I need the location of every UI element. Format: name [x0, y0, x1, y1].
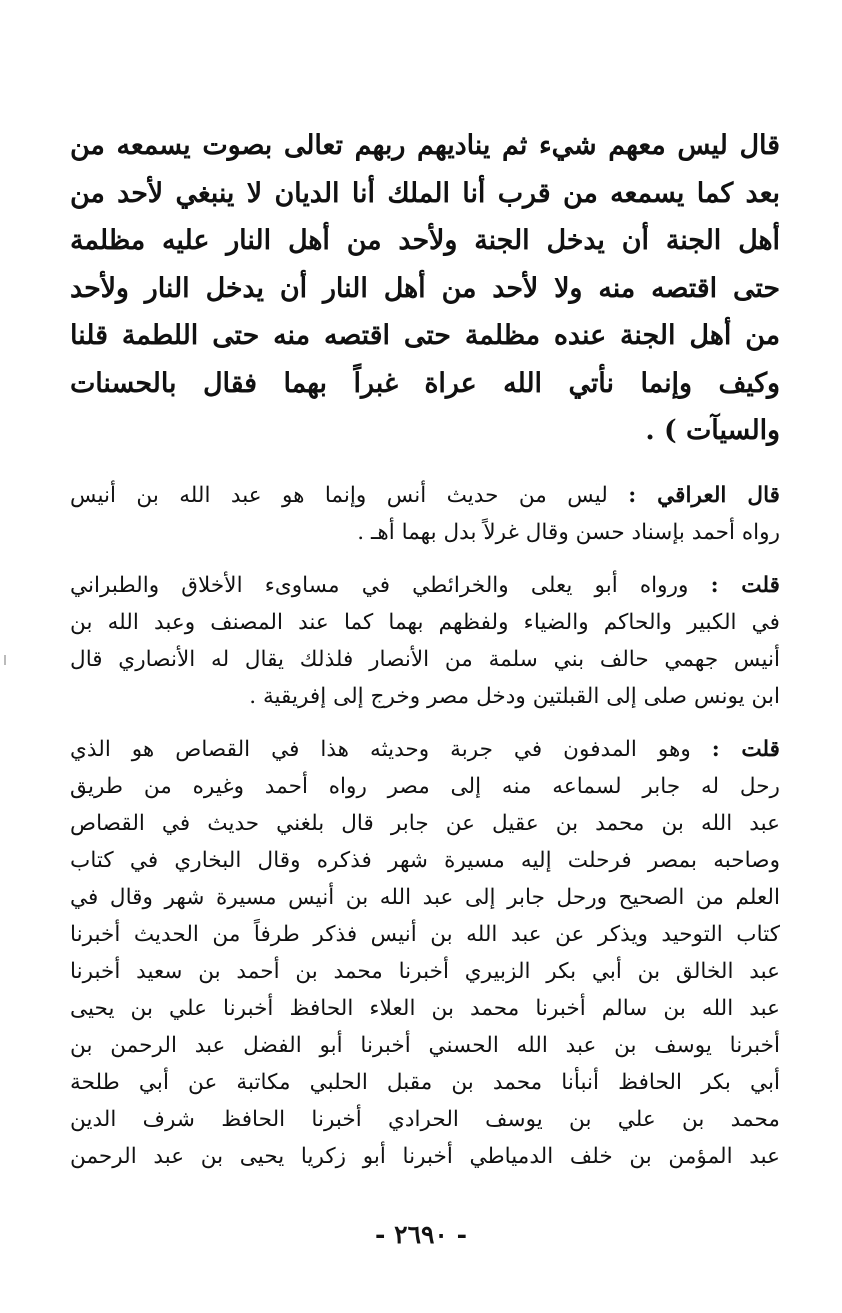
text-line: عبد الله بن محمد بن عقيل عن جابر قال بلغني حديث في القصاص [70, 810, 780, 836]
text-line: رواه أحمد بإسناد حسن وقال غرلاً بدل بهما أهـ . [357, 519, 780, 545]
hadith-paragraph [70, 122, 780, 455]
qultu-paragraph-2 [70, 731, 780, 1175]
iraqi-commentary-paragraph [70, 477, 780, 551]
text-line: كتاب التوحيد ويذكر عن عبد الله بن أنيس فذكر طرفاً من الحديث أخبرنا [70, 921, 780, 947]
text-line: العلم من الصحيح ورحل جابر إلى عبد الله بن أنيس مسيرة شهر وقال في [70, 884, 780, 910]
text-line: أنيس جهمي حالف بني سلمة من الأنصار فلذلك يقال له الأنصاري قال [70, 646, 780, 672]
text-line: عبد المؤمن بن خلف الدمياطي أخبرنا أبو زكريا يحيى بن عبد الرحمن [70, 1143, 780, 1169]
commentary-text: ورواه أبو يعلى والخرائطي في مساوىء الأخلاق والطبراني [70, 572, 711, 598]
text-line: رحل له جابر لسماعه منه إلى مصر رواه أحمد وغيره من طريق [70, 773, 780, 799]
text-line: محمد بن علي بن يوسف الحرادي أخبرنا الحافظ شرف الدين [70, 1106, 780, 1132]
text-line: عبد الله بن سالم أخبرنا محمد بن العلاء الحافظ أخبرنا علي بن يحيى [70, 995, 780, 1021]
text-line [70, 731, 780, 768]
text-line: أبي بكر الحافظ أنبأنا محمد بن مقبل الحلبي مكاتبة عن أبي طلحة [70, 1069, 780, 1095]
text-line: وكيف وإنما نأتي الله عراة غبراً بهما فقال بالحسنات [70, 367, 780, 399]
text-line [70, 567, 780, 604]
page-number: - ٢٦٩٠ - [375, 1220, 467, 1249]
commentary-text: وهو المدفون في جربة وحديثه هذا في القصاص هو الذي [70, 736, 712, 762]
text-line: حتى اقتصه منه ولا لأحد من أهل النار أن يدخل النار ولأحد [70, 272, 780, 304]
text-line: قال ليس معهم شيء ثم يناديهم ربهم تعالى بصوت يسمعه من [70, 130, 780, 161]
text-line: أخبرنا يوسف بن عبد الله الحسني أخبرنا أبو الفضل عبد الرحمن بن [70, 1032, 780, 1058]
commentary-lead: قال العراقي : [628, 482, 780, 508]
scan-edge-mark [4, 655, 6, 665]
text-line: وصاحبه بمصر فرحلت إليه مسيرة شهر فذكره وقال البخاري في كتاب [70, 847, 780, 873]
text-line: عبد الخالق بن أبي بكر الزبيري أخبرنا محمد بن أحمد بن سعيد أخبرنا [70, 958, 780, 984]
qultu-paragraph-1 [70, 567, 780, 715]
commentary-lead: قلت : [711, 736, 780, 762]
text-line: من أهل الجنة عنده مظلمة حتى اقتصه منه حتى اللطمة قلنا [70, 320, 780, 351]
text-line: أهل الجنة أن يدخل الجنة ولأحد من أهل النار عليه مظلمة [70, 225, 780, 256]
commentary-lead: قلت : [710, 572, 780, 598]
text-line: في الكبير والحاكم والضياء ولفظهم بهما كما عند المصنف وعبد الله بن [70, 609, 780, 635]
text-line [70, 477, 780, 514]
text-line: ابن يونس صلى إلى القبلتين ودخل مصر وخرج إلى إفريقية . [249, 683, 780, 709]
commentary-text: ليس من حديث أنس وإنما هو عبد الله بن أنيس [70, 482, 629, 508]
text-line: والسيآت ) . [645, 415, 780, 446]
text-line: بعد كما يسمعه من قرب أنا الملك أنا الديان لا ينبغي لأحد من [70, 177, 780, 209]
